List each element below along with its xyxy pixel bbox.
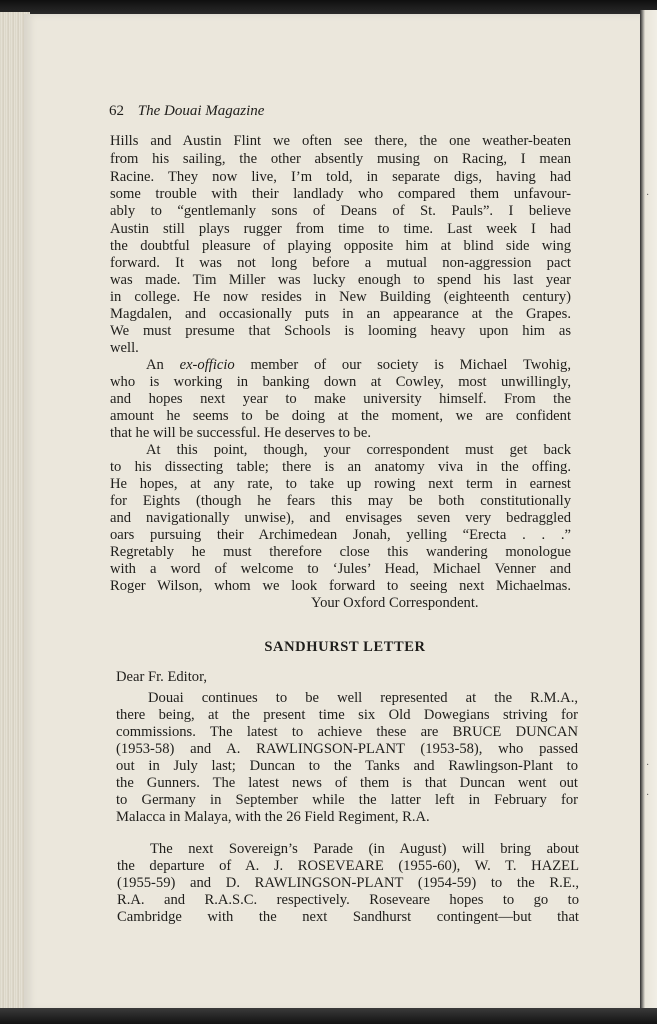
text-line: Austin still plays rugger from time to time. Last week I had bbox=[110, 221, 571, 237]
scanner-top-edge bbox=[0, 0, 657, 14]
text-line: Cambridge with the next Sandhurst contingent—but that bbox=[117, 909, 579, 925]
text-line: the Gunners. The latest news of them is that Duncan went out bbox=[116, 775, 578, 791]
text-line: forward. It was not long before a mutual non-aggression pact bbox=[110, 255, 571, 271]
journal-title: The Douai Magazine bbox=[137, 103, 265, 119]
margin-speck: · bbox=[646, 190, 650, 201]
text-line: there being, at the present time six Old Dowegians striving for bbox=[116, 707, 578, 723]
text-line: Magdalen, and occasionally puts in an appearance at the Grapes. bbox=[110, 306, 571, 322]
text-line: and hopes next year to make university himself. From the bbox=[110, 391, 571, 407]
text-line: the departure of A. J. ROSEVEARE (1955-60), W. T. HAZEL bbox=[117, 858, 579, 874]
text-line: Racine. They now live, I’m told, in separate digs, having had bbox=[110, 169, 571, 185]
text-line: (1955-59) and D. RAWLINGSON-PLANT (1954-59) to the R.E., bbox=[117, 875, 579, 891]
text-line: Malacca in Malaya, with the 26 Field Regiment, R.A. bbox=[116, 809, 430, 825]
text-line: oars pursuing their Archimedean Jonah, yelling “Erecta . . .” bbox=[110, 527, 571, 543]
text-line: R.A. and R.A.S.C. respectively. Roseveare hopes to go to bbox=[117, 892, 579, 908]
text-line: ably to “gentlemanly sons of Deans of St. Pauls”. I believe bbox=[110, 203, 571, 219]
page-number: 62 bbox=[109, 103, 124, 119]
text-line: in college. He now resides in New Building (eighteenth century) bbox=[110, 289, 571, 305]
section-heading: SANDHURST LETTER bbox=[264, 639, 426, 655]
text-line: that he will be successful. He deserves to be. bbox=[110, 425, 371, 441]
text-line: some trouble with their landlady who compared them unfavour- bbox=[110, 186, 571, 202]
text-line: At this point, though, your correspondent must get back bbox=[146, 442, 571, 458]
signature: Your Oxford Correspondent. bbox=[311, 595, 479, 611]
text-line: from his sailing, the other absently musing on Racing, I mean bbox=[110, 151, 571, 167]
text-line: well. bbox=[110, 340, 139, 356]
text-line: with a word of welcome to ‘Jules’ Head, Michael Venner and bbox=[110, 561, 571, 577]
page-gutter-right bbox=[640, 10, 657, 1014]
text-line: out in July last; Duncan to the Tanks and Rawlingson-Plant to bbox=[116, 758, 578, 774]
text-line: He hopes, at any rate, to take up rowing next term in earnest bbox=[110, 476, 571, 492]
text-line: We must presume that Schools is looming heavy upon him as bbox=[110, 323, 571, 339]
text-line: (1953-58) and A. RAWLINGSON-PLANT (1953-58), who passed bbox=[116, 741, 578, 757]
text-line: who is working in banking down at Cowley, most unwillingly, bbox=[110, 374, 571, 390]
text-line: to his dissecting table; there is an anatomy viva in the offing. bbox=[110, 459, 571, 475]
margin-speck: · bbox=[646, 760, 650, 771]
text-line: Hills and Austin Flint we often see there, the one weather-beaten bbox=[110, 133, 571, 149]
text-run: An bbox=[146, 357, 180, 373]
italic-term: ex-officio bbox=[179, 357, 235, 373]
text-line: commissions. The latest to achieve these are BRUCE DUNCAN bbox=[116, 724, 578, 740]
text-line: Regretably he must therefore close this wandering monologue bbox=[110, 544, 571, 560]
salutation: Dear Fr. Editor, bbox=[116, 669, 208, 685]
margin-speck: · bbox=[646, 790, 650, 801]
text-line: the doubtful pleasure of playing opposite him at blind side wing bbox=[110, 238, 571, 254]
text-line: Douai continues to be well represented at the R.M.A., bbox=[148, 690, 578, 706]
text-line: The next Sovereign’s Parade (in August) will bring about bbox=[150, 841, 579, 857]
text-line: Roger Wilson, whom we look forward to seeing next Michaelmas. bbox=[110, 578, 571, 594]
text-line: was made. Tim Miller was lucky enough to spend his last year bbox=[110, 272, 571, 288]
text-run: member of our society is Michael Twohig, bbox=[234, 357, 571, 373]
text-line bbox=[146, 356, 571, 374]
text-line: and navigationally unwise), and envisages seven very bedraggled bbox=[110, 510, 571, 526]
text-line: for Eights (though he fears this may be both constitutionally bbox=[110, 493, 571, 509]
text-line: to Germany in September while the latter left in February for bbox=[116, 792, 578, 808]
text-line: amount he seems to be doing at the moment, we are confident bbox=[110, 408, 571, 424]
scanner-bottom-edge bbox=[0, 1008, 657, 1024]
running-head bbox=[109, 103, 264, 120]
